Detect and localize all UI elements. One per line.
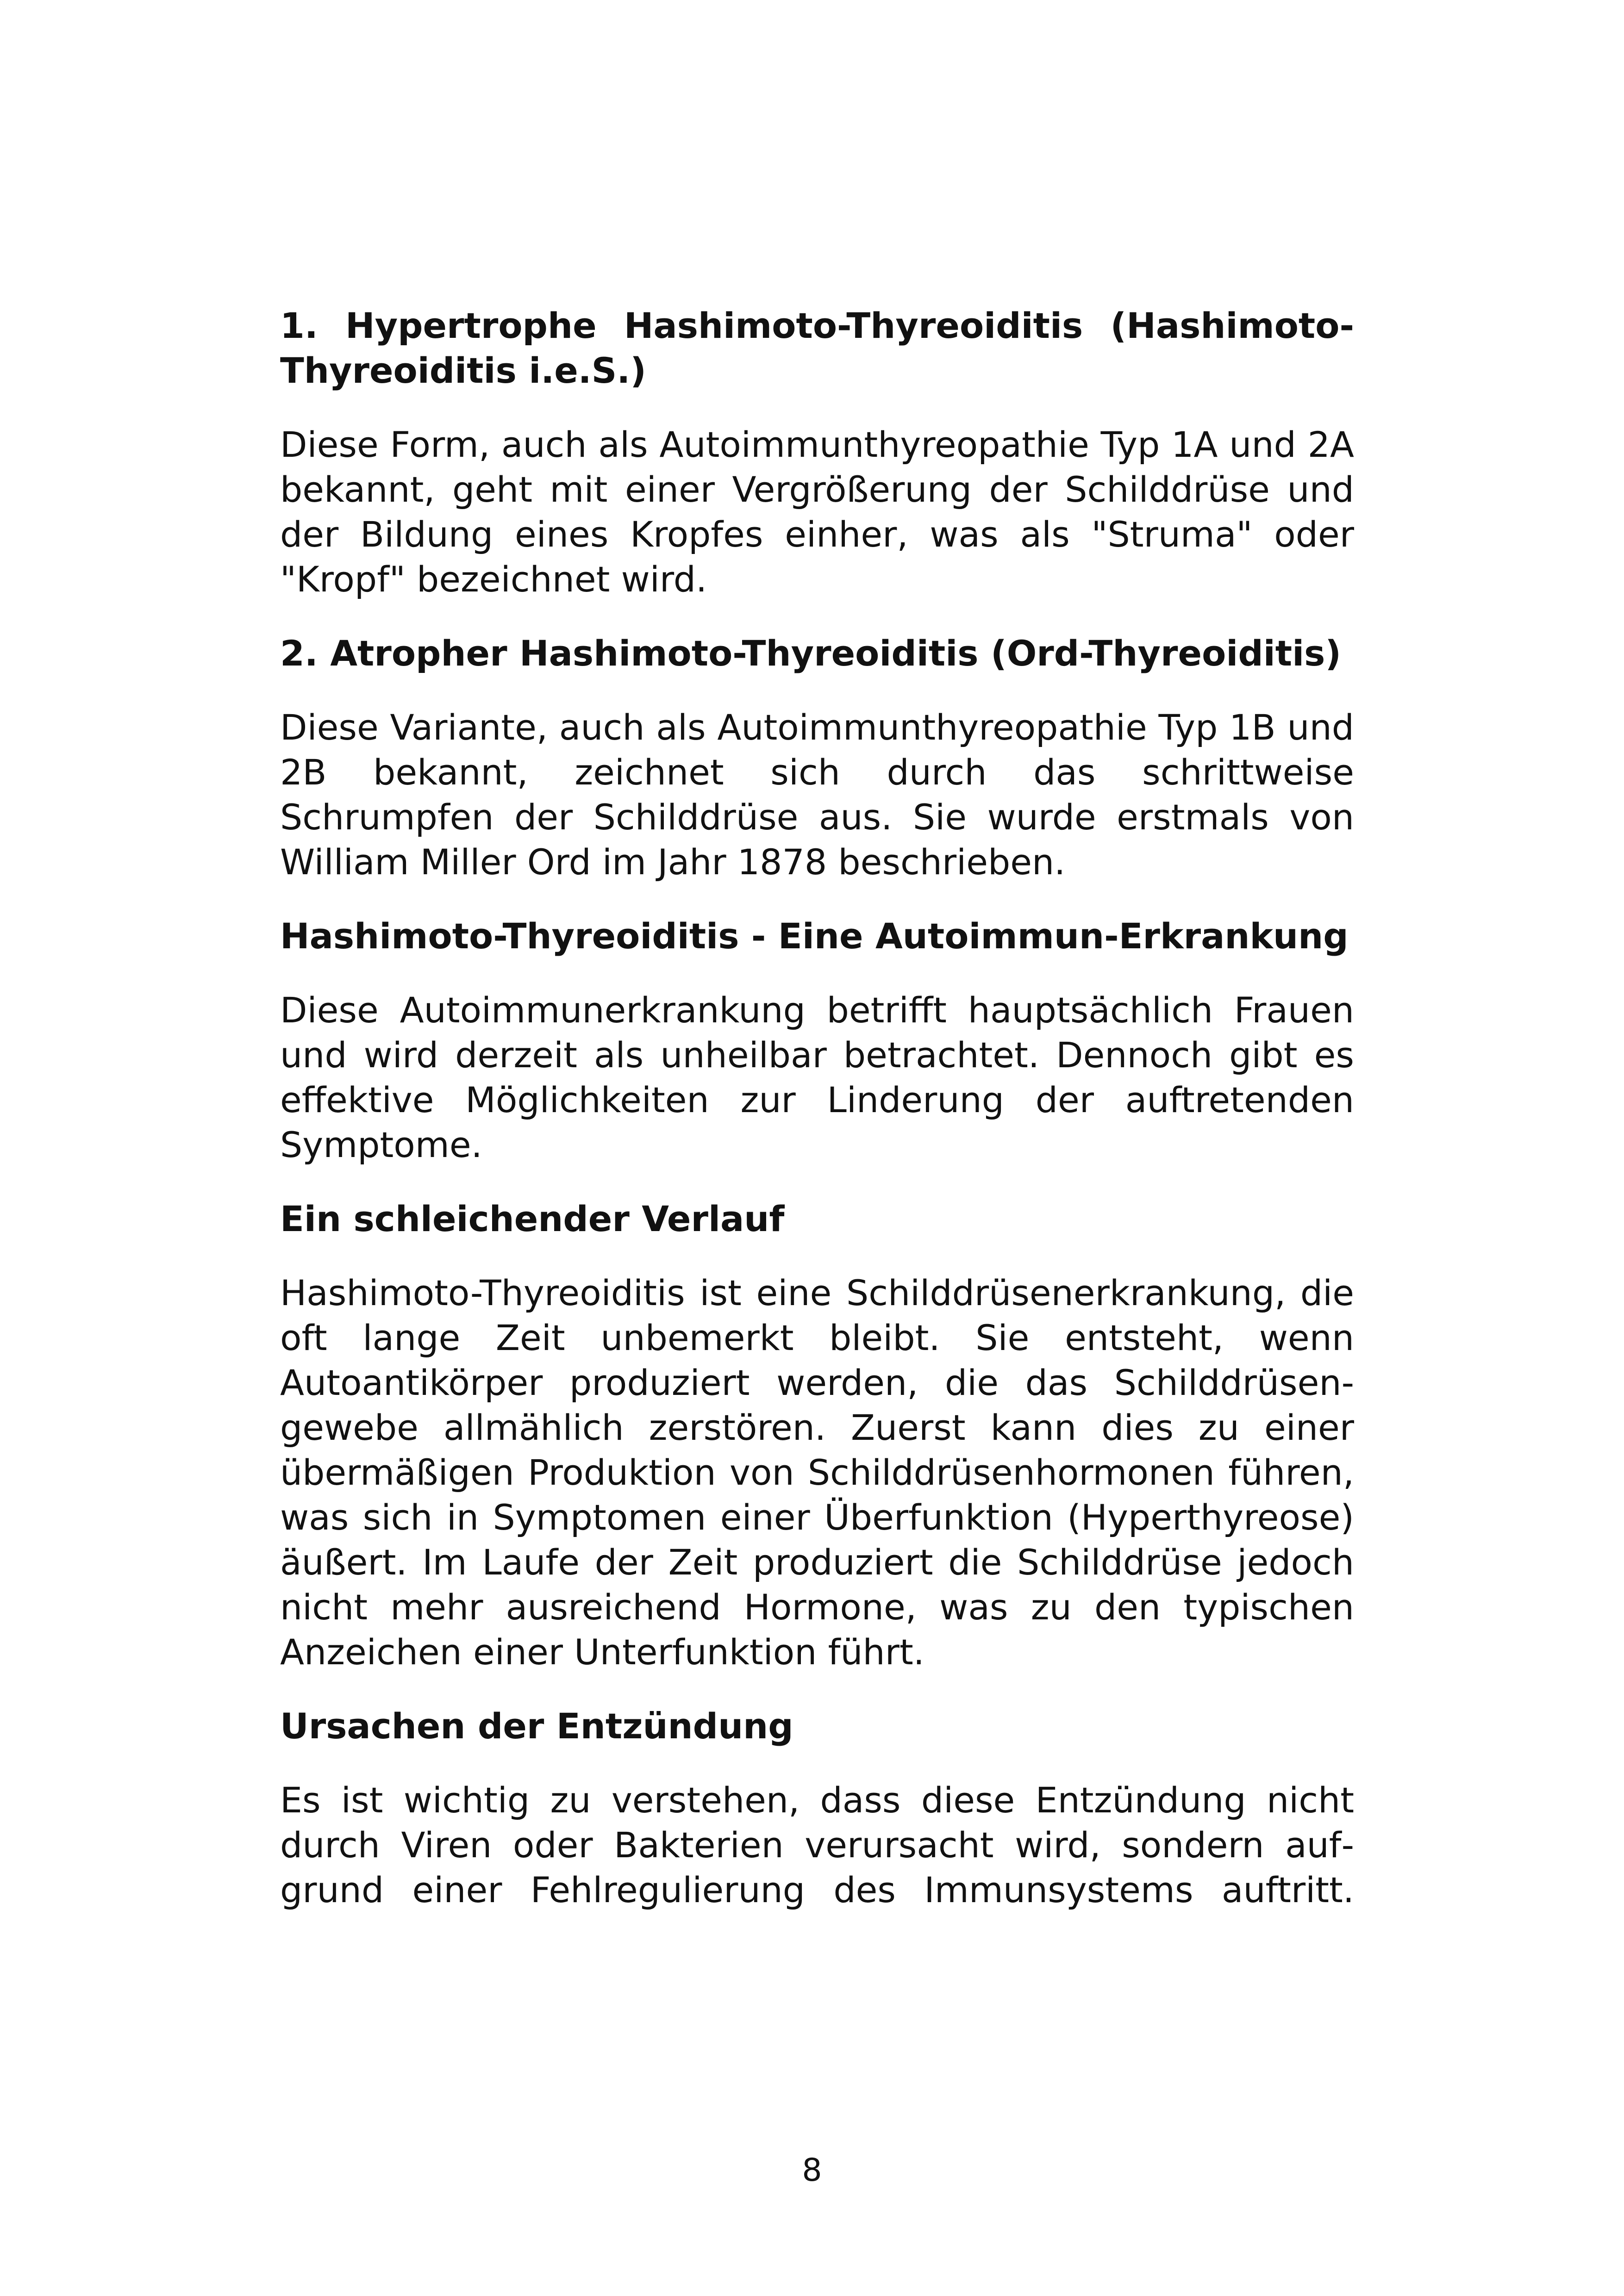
section-paragraph-ursachen: Es ist wichtig zu verstehen, dass diese Entzündung nicht durch Viren oder Bakterien verursacht wird, sondern aufgrund einer Fehlregulierung des Immunsystems auftritt. xyxy=(280,1780,1354,1910)
page-number: 8 xyxy=(802,2152,822,2189)
section-paragraph-autoimmun: Diese Autoimmunerkrankung betrifft hauptsächlich Frauen und wird derzeit als unheilbar betrachtet. Dennoch gibt es effektive Möglichkeiten zur Linderung der auftretenden Symptome. xyxy=(280,989,1354,1165)
section-heading-atropher: 2. Atropher Hashimoto-Thyreoiditis (Ord-Thyreoiditis) xyxy=(280,633,1342,674)
page-body xyxy=(280,303,1354,1912)
section-heading-ursachen: Ursachen der Entzündung xyxy=(280,1705,793,1747)
section-heading-autoimmun: Hashimoto-Thyreoiditis - Eine Autoimmun-Erkrankung xyxy=(280,915,1349,957)
section-paragraph-hypertrophe: Diese Form, auch als Autoimmunthyreopathie Typ 1A und 2A bekannt, geht mit einer Vergrößerung der Schilddrüse und der Bildung eines Kropfes einher, was als "Struma" oder "Kropf" bezeichnet wird. xyxy=(280,424,1354,600)
section-paragraph-atropher: Diese Variante, auch als Autoimmunthyreopathie Typ 1B und 2B bekannt, zeichnet sich durch das schrittweise Schrumpfen der Schilddrüse aus. Sie wurde erstmals von William Miller Ord im Jahr 1878 beschrieben. xyxy=(280,707,1354,883)
section-heading-verlauf: Ein schleichender Verlauf xyxy=(280,1198,785,1239)
section-paragraph-verlauf: Hashimoto-Thyreoiditis ist eine Schilddrüsenerkrankung, die oft lange Zeit unbemerkt bleibt. Sie entsteht, wenn Autoantikörper produziert werden, die das Schilddrüsengewebe allmählich zerstören. Zuerst kann dies zu einer übermäßigen Produktion von Schilddrüsenhormonen führen, was sich in Symptomen einer Überfunktion (Hyperthyreose) äußert. Im Laufe der Zeit produziert die Schilddrüse jedoch nicht mehr ausreichend Hormone, was zu den typischen Anzeichen einer Unterfunktion führt. xyxy=(280,1272,1354,1673)
section-heading-hypertrophe: 1. Hypertrophe Hashimoto-Thyreoiditis (Hashimoto-Thyreoiditis i.e.S.) xyxy=(280,305,1354,391)
